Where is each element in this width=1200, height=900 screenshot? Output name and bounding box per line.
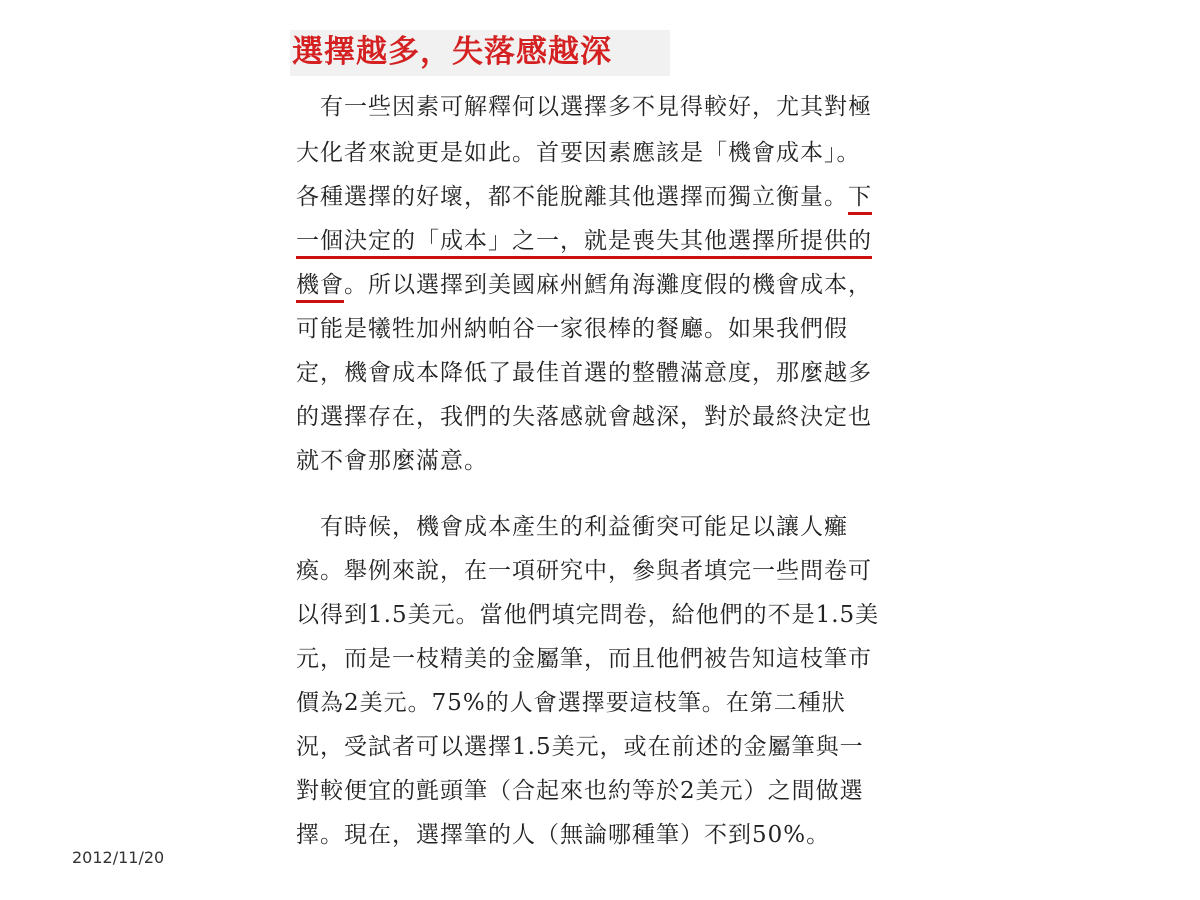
text-line: 對較便宜的氈頭筆（合起來也約等於2美元）之間做選 <box>296 778 864 804</box>
text-line: 的選擇存在，我們的失落感就會越深，對於最終決定也 <box>296 404 872 430</box>
text-line: 有時候，機會成本產生的利益衝突可能足以讓人癱 <box>296 514 848 540</box>
highlighted-phrase-end: 機會 <box>296 272 344 298</box>
text-line: 就不會那麼滿意。 <box>296 448 488 474</box>
text-line: 價為2美元。75%的人會選擇要這枝筆。在第二種狀 <box>296 690 846 716</box>
text-line: 以得到1.5美元。當他們填完問卷，給他們的不是1.5美 <box>296 602 880 628</box>
slide-title: 選擇越多，失落感越深 <box>290 30 670 76</box>
text-segment: 各種選擇的好壞，都不能脫離其他選擇而獨立衡量。 <box>296 184 848 210</box>
text-line: 元，而是一枝精美的金屬筆，而且他們被告知這枝筆市 <box>296 646 872 672</box>
text-line: 大化者來說更是如此。首要因素應該是「機會成本」。 <box>296 140 861 166</box>
highlighted-line <box>296 226 872 256</box>
text-segment: 。所以選擇到美國麻州鱈角海灘度假的機會成本， <box>344 272 872 298</box>
text-line <box>296 270 872 300</box>
highlighted-phrase-start: 下 <box>848 184 872 210</box>
text-line: 定，機會成本降低了最佳首選的整體滿意度，那麼越多 <box>296 360 872 386</box>
slide-date: 2012/11/20 <box>72 848 165 867</box>
text-line: 況，受試者可以選擇1.5美元，或在前述的金屬筆與一 <box>296 734 864 760</box>
text-line: 瘓。舉例來說，在一項研究中，參與者填完一些問卷可 <box>296 558 872 584</box>
text-line: 擇。現在，選擇筆的人（無論哪種筆）不到50%。 <box>296 822 831 848</box>
text-line: 可能是犧牲加州納帕谷一家很棒的餐廳。如果我們假 <box>296 316 848 342</box>
highlighted-phrase: 一個決定的「成本」之一，就是喪失其他選擇所提供的 <box>296 228 872 254</box>
text-line <box>296 182 872 212</box>
text-line: 有一些因素可解釋何以選擇多不見得較好，尤其對極 <box>296 94 872 120</box>
